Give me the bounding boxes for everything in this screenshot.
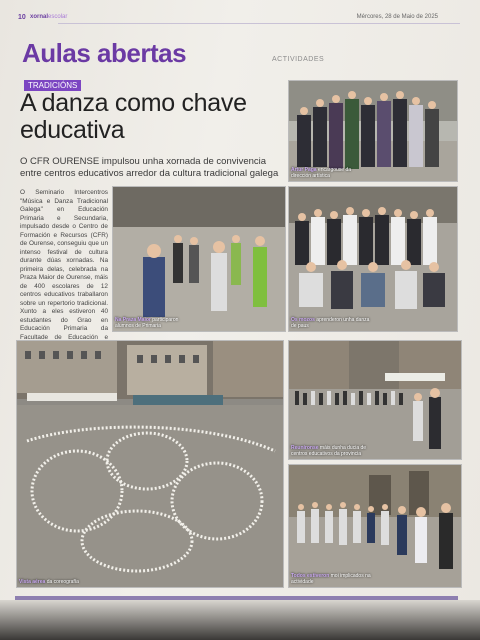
photo-students-line	[288, 340, 462, 460]
header-rule	[58, 23, 460, 24]
caption-students-line-bold: Reuníronse	[291, 445, 319, 451]
photo-students-dancing	[288, 464, 462, 588]
page-number: 10	[18, 14, 26, 21]
article-headline: A danza como chave educativa	[20, 89, 247, 144]
caption-group-portrait-text: encargouse da dirección artística	[291, 167, 352, 179]
caption-students-dancing-text: moi implicados na actividade	[291, 573, 371, 585]
kicker-text: Aulas abertas	[22, 38, 187, 68]
article-deck: O CFR OURENSE impulsou unha xornada de convivencia entre centros educativos arredor da cultura tradicional galega	[20, 156, 279, 179]
section-name-main: xornal	[30, 14, 49, 20]
photo-students-sitting	[288, 186, 458, 332]
caption-plaza-students-text: participaron alumnos de Primaria	[115, 317, 179, 329]
article-body: O Seminario Intercentros "Música e Danza Tradicional Galega" en Educación Primaria e Secundaria, impulsado desde o Centro de Formación e Recursos (CFR) de Ourense, conseguiu que un intenso festival de cultura durante dúas xornadas. Na primeira delas, celebrada na Praza Maior de Ourense, máis de 400 escolares de 12 centros educativos traballaron sobre un repertorio tradicional. Xunto a eles estiveron 40 estudantes do Grao en Educación Primaria da Facultade de Educación e	[20, 189, 108, 341]
page-header	[10, 13, 460, 25]
caption-plaza-students-bold: Na Praza Maior	[115, 317, 151, 323]
caption-aerial-bold: Vista aérea	[19, 579, 46, 585]
category-tag: TRADICIÓNS	[24, 80, 81, 91]
caption-aerial-text: da coreografía	[45, 579, 79, 585]
caption-students-line-text: máis dunha ducia de centros educativos da provincia	[291, 445, 367, 457]
section-name-suffix: escolar	[48, 14, 68, 20]
caption-students-dancing	[291, 573, 371, 585]
caption-aerial	[19, 579, 79, 585]
caption-students-sitting-bold: Os mozos	[291, 317, 315, 323]
caption-plaza-students	[115, 317, 195, 329]
issue-date: Mércores, 28 de Maio de 2025	[356, 14, 438, 20]
page-shadow	[0, 600, 480, 640]
caption-students-sitting	[291, 317, 371, 329]
caption-group-portrait	[291, 167, 371, 179]
photo-plaza-students	[112, 186, 286, 332]
photo-group-portrait	[288, 80, 458, 182]
section-label: ACTIVIDADES	[272, 56, 325, 63]
page-kicker	[22, 38, 186, 69]
caption-students-sitting-text: aprenderon unha danza de paus	[291, 317, 370, 329]
caption-students-dancing-bold: Todos estiveron	[291, 573, 330, 579]
photo-aerial-choreography	[16, 340, 284, 588]
caption-students-line	[291, 445, 371, 457]
caption-group-portrait-bold: Artur Paga	[291, 167, 317, 173]
section-name	[30, 14, 67, 20]
